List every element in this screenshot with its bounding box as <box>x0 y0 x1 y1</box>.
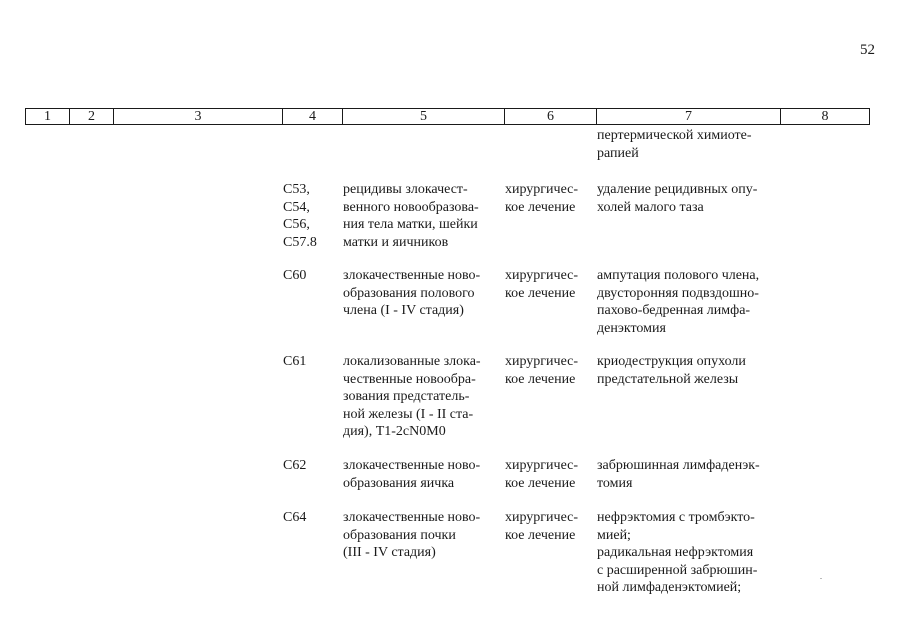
method-line: рапией <box>597 145 639 161</box>
icd-codes <box>283 509 333 527</box>
treatment-type <box>505 509 585 544</box>
treatment-line: хирургичес- <box>505 458 579 473</box>
icd-code: C60 <box>283 268 307 283</box>
treatment-line: хирургичес- <box>505 268 579 283</box>
method-line: забрюшинная лимфаденэк- <box>597 458 760 473</box>
icd-code: C56, <box>283 217 310 232</box>
icd-code: C62 <box>283 458 307 473</box>
treatment-type <box>505 457 585 492</box>
column-number: 1 <box>26 109 70 125</box>
column-number: 7 <box>597 109 781 125</box>
treatment-line: хирургичес- <box>505 510 579 525</box>
treatment-line: кое лечение <box>505 527 576 543</box>
method-line: радикальная нефрэктомия <box>597 545 754 560</box>
treatment-method <box>597 353 773 388</box>
treatment-line: кое лечение <box>505 285 576 301</box>
diagnosis <box>343 457 499 492</box>
diagnosis-line: дия), T1-2cN0M0 <box>343 424 446 439</box>
treatment-line: кое лечение <box>505 475 576 491</box>
treatment-type <box>505 353 585 388</box>
diagnosis-line: образования почки <box>343 527 456 543</box>
treatment-method <box>597 267 773 337</box>
method-line: двусторонняя подвздошно- <box>597 285 759 301</box>
treatment-type <box>505 267 585 302</box>
treatment-line: кое лечение <box>505 199 576 215</box>
icd-code: C61 <box>283 354 307 369</box>
treatment-type <box>505 181 585 216</box>
icd-code: C54, <box>283 199 310 215</box>
diagnosis-line: члена (I - IV стадия) <box>343 303 464 318</box>
diagnosis-line: образования яичка <box>343 475 455 491</box>
diagnosis-line: зования предстатель- <box>343 389 470 404</box>
page-number: 52 <box>860 42 875 58</box>
diagnosis-line: локализованные злока- <box>343 354 481 369</box>
method-line: мией; <box>597 527 631 543</box>
method-line: криодеструкция опухоли <box>597 354 746 369</box>
treatment-line: хирургичес- <box>505 182 579 197</box>
column-number: 6 <box>505 109 597 125</box>
diagnosis-line: (III - IV стадия) <box>343 545 436 560</box>
treatment-method <box>597 181 773 216</box>
method-line: ампутация полового члена, <box>597 268 760 283</box>
method-line: предстательной железы <box>597 371 739 387</box>
treatment-method <box>597 457 773 492</box>
treatment-line: кое лечение <box>505 371 576 387</box>
column-number: 4 <box>283 109 343 125</box>
method-line: томия <box>597 475 633 491</box>
diagnosis-line: матки и яичников <box>343 234 449 250</box>
diagnosis-line: образования полового <box>343 285 475 301</box>
diagnosis-line: злокачественные ново- <box>343 510 481 525</box>
column-number: 3 <box>114 109 283 125</box>
diagnosis-line: ния тела матки, шейки <box>343 217 478 232</box>
treatment-method <box>597 509 773 597</box>
icd-code: C57.8 <box>283 234 317 250</box>
diagnosis-line: ной железы (I - II ста- <box>343 406 474 422</box>
diagnosis <box>343 267 499 320</box>
diagnosis <box>343 509 499 562</box>
method-line: пертермической химиоте- <box>597 128 752 143</box>
diagnosis-line: злокачественные ново- <box>343 458 481 473</box>
treatment-line: хирургичес- <box>505 354 579 369</box>
method-line: денэктомия <box>597 320 666 336</box>
icd-codes <box>283 181 333 251</box>
column-number-header <box>25 108 870 125</box>
scan-speck <box>820 578 822 579</box>
column-number: 2 <box>70 109 114 125</box>
icd-codes <box>283 353 333 371</box>
method-continuation <box>597 127 773 162</box>
diagnosis-line: чественные новообра- <box>343 371 476 387</box>
column-number: 8 <box>781 109 870 125</box>
method-line: удаление рецидивных опу- <box>597 182 758 197</box>
diagnosis <box>343 181 499 251</box>
icd-code: C53, <box>283 182 310 197</box>
method-line: с расширенной забрюшин- <box>597 562 758 578</box>
method-line: ной лимфаденэктомией; <box>597 580 742 595</box>
diagnosis-line: рецидивы злокачест- <box>343 182 468 197</box>
diagnosis-line: венного новообразова- <box>343 199 479 215</box>
icd-code: C64 <box>283 510 307 525</box>
method-line: нефрэктомия с тромбэкто- <box>597 510 755 525</box>
column-number: 5 <box>343 109 505 125</box>
method-line: пахово-бедренная лимфа- <box>597 303 751 318</box>
diagnosis <box>343 353 499 441</box>
method-line: холей малого таза <box>597 199 704 215</box>
icd-codes <box>283 267 333 285</box>
diagnosis-line: злокачественные ново- <box>343 268 481 283</box>
icd-codes <box>283 457 333 475</box>
